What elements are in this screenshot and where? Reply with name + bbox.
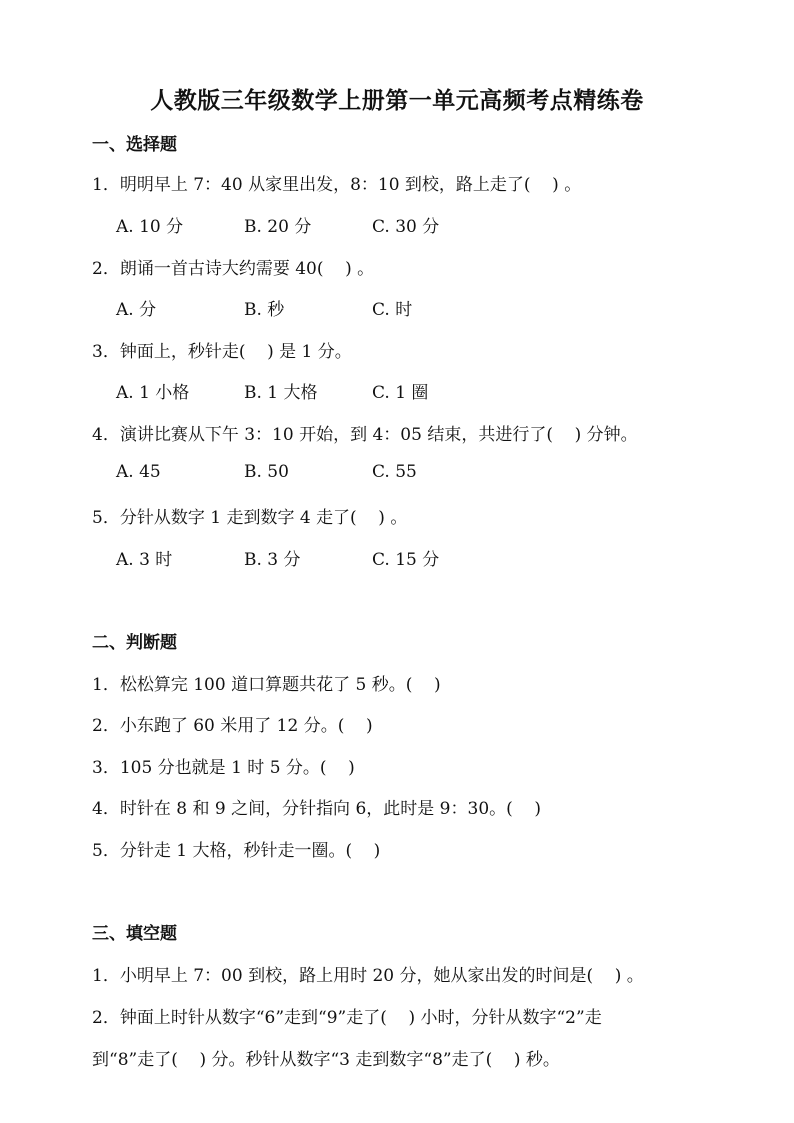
choice-2-option-c: C. 时 [372, 300, 413, 320]
section-heading-fill: 三、填空题 [92, 924, 177, 944]
judge-question-3: 3．105 分也就是 1 时 5 分。( ) [92, 758, 355, 778]
choice-2-option-b: B. 秒 [244, 300, 285, 320]
choice-4-option-b: B. 50 [244, 462, 289, 482]
choice-question-4: 4．演讲比赛从下午 3：10 开始，到 4：05 结束，共进行了( ) 分钟。 [92, 425, 638, 445]
fill-question-2-line-1: 2．钟面上时针从数字“6”走到“9”走了( ) 小时，分针从数字“2”走 [92, 1008, 602, 1028]
section-heading-choice: 一、选择题 [92, 135, 177, 155]
judge-question-5: 5．分针走 1 大格，秒针走一圈。( ) [92, 841, 381, 861]
choice-1-option-b: B. 20 分 [244, 217, 312, 237]
choice-question-2: 2．朗诵一首古诗大约需要 40( ) 。 [92, 259, 375, 279]
choice-question-5: 5．分针从数字 1 走到数字 4 走了( ) 。 [92, 508, 408, 528]
judge-question-4: 4．时针在 8 和 9 之间，分针指向 6，此时是 9：30。( ) [92, 799, 542, 819]
section-heading-judge: 二、判断题 [92, 633, 177, 653]
choice-3-option-c: C. 1 圈 [372, 383, 429, 403]
choice-3-option-b: B. 1 大格 [244, 383, 318, 403]
choice-4-option-a: A. 45 [116, 462, 161, 482]
choice-5-option-a: A. 3 时 [116, 550, 173, 570]
choice-3-option-a: A. 1 小格 [116, 383, 190, 403]
choice-question-1: 1．明明早上 7：40 从家里出发，8：10 到校，路上走了( ) 。 [92, 175, 582, 195]
fill-question-1: 1．小明早上 7：00 到校，路上用时 20 分，她从家出发的时间是( ) 。 [92, 966, 644, 986]
choice-2-option-a: A. 分 [116, 300, 157, 320]
choice-5-option-c: C. 15 分 [372, 550, 440, 570]
judge-question-2: 2．小东跑了 60 米用了 12 分。( ) [92, 716, 373, 736]
choice-1-option-a: A. 10 分 [116, 217, 184, 237]
choice-5-option-b: B. 3 分 [244, 550, 301, 570]
choice-4-option-c: C. 55 [372, 462, 417, 482]
fill-question-2-line-2: 到“8”走了( ) 分。秒针从数字“3 走到数字“8”走了( ) 秒。 [92, 1050, 560, 1070]
judge-question-1: 1．松松算完 100 道口算题共花了 5 秒。( ) [92, 675, 441, 695]
choice-question-3: 3．钟面上，秒针走( ) 是 1 分。 [92, 342, 352, 362]
choice-1-option-c: C. 30 分 [372, 217, 440, 237]
document-title: 人教版三年级数学上册第一单元高频考点精练卷 [150, 87, 644, 114]
